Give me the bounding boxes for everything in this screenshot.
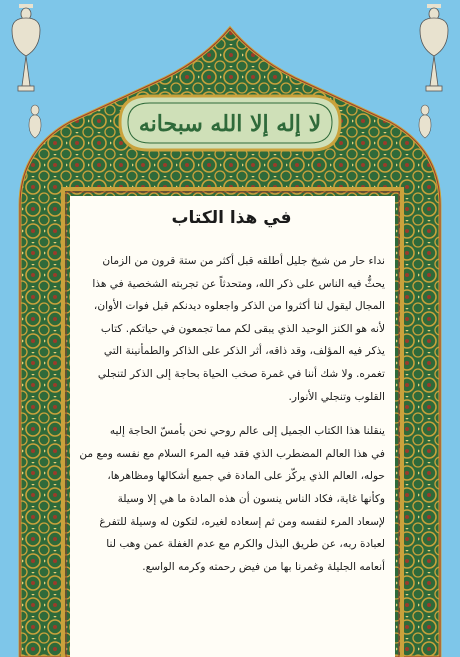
- text-panel: [70, 196, 395, 657]
- text-line: القلوب وتنجلي الأنوار.: [288, 390, 385, 403]
- text-line: ينقلنا هذا الكتاب الجميل إلى عالم روحي نحن بأمسّ الحاجة إليه: [109, 425, 385, 438]
- text-line: يذكر فيه المؤلف، وقد ذاقه، أثر الذكر على الذاكر والطمأنينة التي: [103, 345, 385, 358]
- text-line: لأنه هو الكنز الوحيد الذي يبقى لكم مما تجمعون في حياتكم. كتاب: [100, 322, 385, 335]
- vase-right-small-icon: [419, 105, 431, 138]
- vase-left-small-icon: [29, 105, 41, 138]
- text-line: نداء حار من شيخ جليل أطلقه قبل أكثر من ستة قرون من الزمان: [102, 255, 385, 267]
- calligraphy-cartouche: [120, 96, 340, 150]
- vase-left-icon: [12, 4, 40, 91]
- page-heading: في هذا الكتاب: [171, 208, 292, 228]
- text-line: يحثُّ فيه الناس على ذكر الله، ومتحدثاً عن تجربته الشخصية في هذا: [92, 277, 385, 290]
- text-line: وكأنها غاية، فكاد الناس ينسون أن هذه المادة ما هي إلا وسيلة: [117, 492, 385, 505]
- text-line: تغمره. ولا شك أننا في غمرة صخب الحياة بحاجة إلى الذكر لتنجلي: [97, 367, 385, 380]
- text-line: المجال ليقول لنا أكثروا من الذكر واجعلوه ديدنكم قبل فوات الأوان،: [93, 300, 385, 313]
- paragraph-2: [78, 420, 385, 578]
- text-line: في هذا العالم المضطرب الذي فقد فيه المرء السلام مع نفسه ومع من: [79, 447, 385, 460]
- text-line: لإسعاد المرء لنفسه ومن ثم إسعاده لغيره، لتكون له وسيلة للتفرغ: [99, 515, 385, 528]
- vase-right-icon: [420, 4, 448, 91]
- text-line: لعبادة ربه، عن طريق البذل والكرم مع عدم الغفلة عمن وهب لنا: [106, 538, 385, 551]
- text-line: أنعامه الجليلة وغمرنا بها من فيض رحمته وكرمه الواسع.: [142, 560, 385, 573]
- paragraph-1: [78, 250, 385, 408]
- text-line: حوله، العالم الذي يركّز على المادة في جميع أشكالها ومظاهرها،: [107, 470, 385, 483]
- calligraphy-text: لا إله إلا الله سبحانه: [138, 111, 322, 137]
